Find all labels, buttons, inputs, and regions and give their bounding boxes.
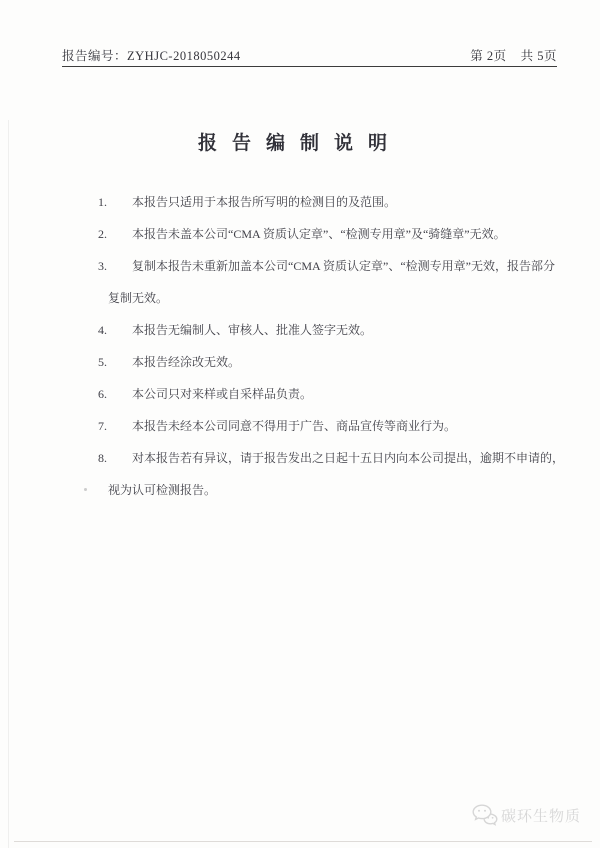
list-item — [98, 218, 566, 250]
page-current: 第 2页 — [470, 49, 507, 63]
wechat-logo-icon — [472, 804, 498, 826]
watermark — [472, 804, 581, 826]
note-text: 本报告只适用于本报告所写明的检测目的及范围。 — [132, 195, 397, 209]
note-number: 7. — [98, 419, 107, 433]
note-text: 复制本报告未重新加盖本公司“CMA 资质认定章”、“检测专用章”无效，报告部分复制无效。 — [108, 259, 555, 305]
page-total: 共 5页 — [520, 49, 557, 63]
note-text: 本报告经涂改无效。 — [132, 355, 241, 369]
scan-speck — [84, 488, 87, 491]
header-rule — [62, 66, 557, 67]
report-number — [62, 46, 241, 64]
page-title: 报告编制说明 — [197, 133, 402, 154]
watermark-label: 碳环生物质 — [501, 808, 582, 825]
note-number: 8. — [98, 451, 107, 465]
list-item — [98, 250, 566, 314]
page-indicator — [470, 46, 557, 64]
page-header — [62, 46, 557, 64]
note-text: 本报告未盖本公司“CMA 资质认定章”、“检测专用章”及“骑缝章”无效。 — [132, 227, 506, 241]
list-item — [98, 346, 566, 378]
scan-page-edge-bottom — [14, 841, 592, 842]
note-number: 6. — [98, 387, 107, 401]
notes-list — [98, 186, 566, 506]
note-text: 本报告未经本公司同意不得用于广告、商品宣传等商业行为。 — [132, 419, 457, 433]
scan-page-edge-left — [8, 120, 9, 848]
list-item — [98, 314, 566, 346]
report-number-label: 报告编号： — [62, 49, 128, 63]
note-number: 5. — [98, 355, 107, 369]
note-text: 对本报告若有异议，请于报告发出之日起十五日内向本公司提出，逾期不申请的，视为认可检测报告。 — [108, 451, 565, 497]
note-text: 本报告无编制人、审核人、批准人签字无效。 — [132, 323, 373, 337]
note-number: 3. — [98, 259, 107, 273]
note-number: 4. — [98, 323, 107, 337]
list-item — [98, 378, 566, 410]
list-item — [98, 410, 566, 442]
list-item — [98, 186, 566, 218]
note-number: 2. — [98, 227, 107, 241]
note-text: 本公司只对来样或自采样品负责。 — [132, 387, 313, 401]
list-item — [98, 442, 566, 506]
note-number: 1. — [98, 195, 107, 209]
report-number-value: ZYHJC-2018050244 — [127, 49, 241, 63]
